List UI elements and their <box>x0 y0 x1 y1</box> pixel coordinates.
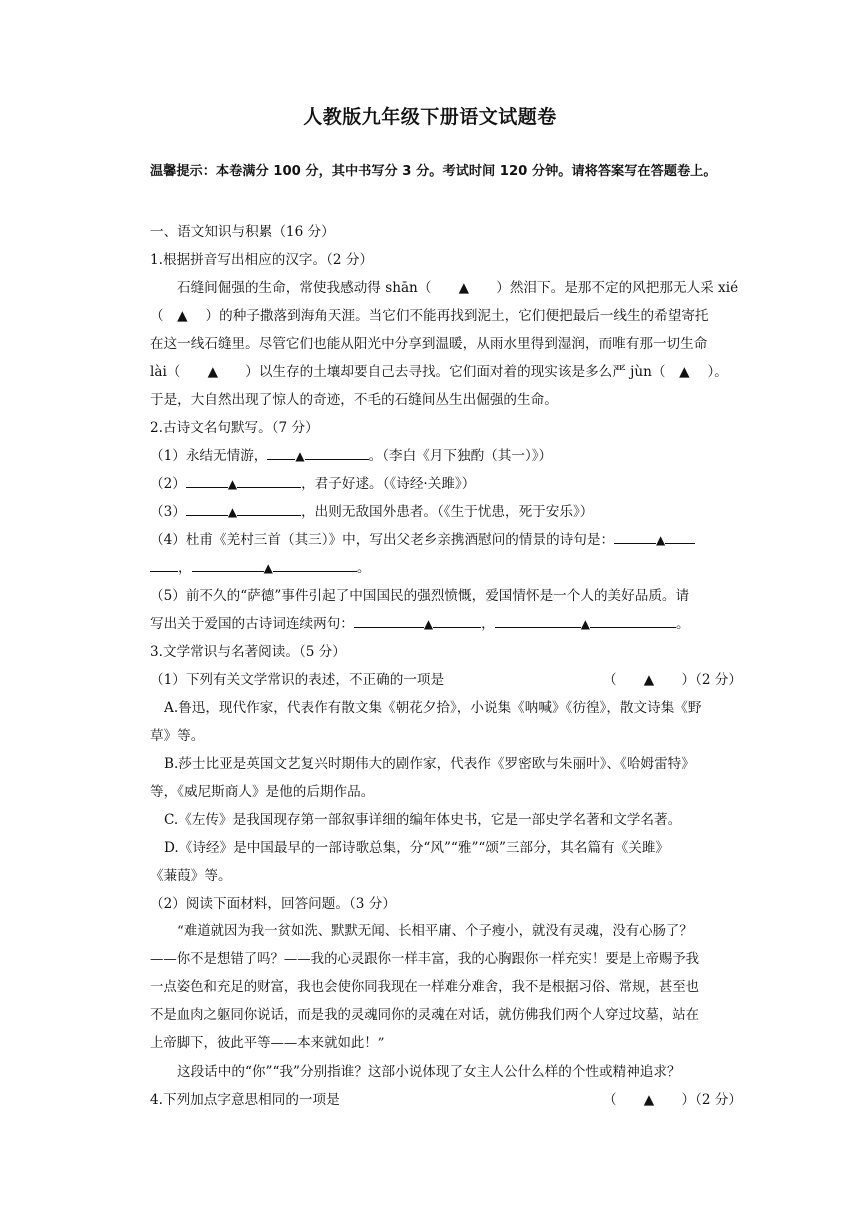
page-title: 人教版九年级下册语文试题卷 <box>303 106 557 128</box>
question-1-stem: 1.根据拼音写出相应的汉字。（2 分） <box>150 252 374 268</box>
answer-mark: ▲ <box>656 533 666 547</box>
q1-line: 在这一线石缝里。尽管它们也能从阳光中分享到温暖，从雨水里得到湿润，而唯有那一切生命 <box>150 336 708 352</box>
option-d-continued: 《蒹葭》等。 <box>150 868 232 884</box>
answer-mark: ▲ <box>263 561 273 575</box>
q1-line: 石缝间倔强的生命，常使我感动得 shān（ ▲ ）然泪下。是那不定的风把那无人采 xié <box>177 280 739 296</box>
answer-blank[interactable] <box>433 612 481 628</box>
answer-blank[interactable] <box>305 444 369 460</box>
answer-blank[interactable] <box>495 612 581 628</box>
q2-item-2 <box>150 470 742 498</box>
answer-blank[interactable] <box>273 556 357 572</box>
option-a-continued: 草》等。 <box>150 728 205 744</box>
option-b-continued: 等，《威尼斯商人》是他的后期作品。 <box>150 784 375 800</box>
answer-mark: ▲ <box>295 449 305 463</box>
q4-stem-text: 4.下列加点字意思相同的一项是 <box>150 1092 340 1108</box>
option-c: C.《左传》是我国现存第一部叙事详细的编年体史书，它是一部史学名著和文学名著。 <box>164 812 682 828</box>
q2-item4-text: （4）杜甫《羌村三首（其三）》中，写出父老乡亲携酒慰问的情景的诗句是： <box>150 532 615 548</box>
q2-item-prefix: （1）永结无情游， <box>150 448 268 464</box>
answer-paren[interactable]: （ ▲ ）（2 分） <box>603 1092 742 1108</box>
q2-item-4 <box>150 526 742 554</box>
q1-line: 于是，大自然出现了惊人的奇迹，不毛的石缝间丛生出倔强的生命。 <box>150 392 558 408</box>
punctuation: ， <box>481 616 495 632</box>
answer-blank[interactable] <box>590 612 676 628</box>
q2-item-prefix: （2） <box>150 476 186 492</box>
q2-item-4-continued <box>150 554 742 582</box>
passage-line: 上帝脚下，彼此平等——本来就如此！” <box>150 1036 385 1051</box>
notice-text: 温馨提示：本卷满分 100 分，其中书写分 3 分。考试时间 120 分钟。请将答案写在答题卷上。 <box>150 164 717 179</box>
q2-item-suffix: ，君子好逑。（《诗经·关雎》） <box>301 476 476 492</box>
answer-blank[interactable] <box>237 500 301 516</box>
exam-content <box>150 218 742 1114</box>
q2-item-1 <box>150 442 742 470</box>
q2-item-prefix: （3） <box>150 504 186 520</box>
q3-sub1 <box>150 666 742 694</box>
answer-blank[interactable] <box>354 612 424 628</box>
answer-mark: ▲ <box>423 617 434 631</box>
question-2-stem: 2.古诗文名句默写。（7 分） <box>150 420 319 436</box>
q2-item-3 <box>150 498 742 526</box>
answer-blank[interactable] <box>665 528 695 544</box>
option-b: B.莎士比亚是英国文艺复兴时期伟大的剧作家，代表作《罗密欧与朱丽叶》、《哈姆雷特》 <box>164 756 695 772</box>
q2-item-suffix: ，出则无敌国外患者。（《生于忧患，死于安乐》） <box>301 504 594 520</box>
answer-blank[interactable] <box>192 556 264 572</box>
punctuation: 。 <box>675 616 690 632</box>
passage-line: ——你不是想错了吗？——我的心灵跟你一样丰富，我的心胸跟你一样充实！要是上帝赐予我 <box>150 952 700 967</box>
answer-paren[interactable]: （ ▲ ）（2 分） <box>603 672 742 688</box>
option-d: D.《诗经》是中国最早的一部诗歌总集，分“风”“雅”“颂”三部分，其名篇有《关雎》 <box>164 840 670 856</box>
q3-question: 这段话中的“你”“我”分别指谁？这部小说体现了女主人公什么样的个性或精神追求？ <box>177 1064 681 1080</box>
q3-sub1-text: （1）下列有关文学常识的表述，不正确的一项是 <box>150 672 445 688</box>
answer-mark: ▲ <box>227 477 238 491</box>
punctuation: 。 <box>356 560 371 576</box>
option-a: A.鲁迅，现代作家，代表作有散文集《朝花夕拾》，小说集《呐喊》《彷徨》，散文诗集《野 <box>164 700 702 716</box>
q3-sub2: （2）阅读下面材料，回答问题。（3 分） <box>150 896 396 912</box>
answer-blank[interactable] <box>186 472 228 488</box>
question-4-stem <box>150 1086 742 1114</box>
answer-mark: ▲ <box>580 617 590 631</box>
q2-item-5-continued <box>150 610 742 638</box>
q2-item5-text: 写出关于爱国的古诗词连续两句： <box>150 616 354 632</box>
answer-blank[interactable] <box>150 556 178 572</box>
section-heading: 一、语文知识与积累（16 分） <box>150 224 335 240</box>
q1-line: （ ▲ ）的种子撒落到海角天涯。当它们不能再找到泥土，它们便把最后一线生的希望寄托 <box>150 308 709 324</box>
answer-blank[interactable] <box>267 444 295 460</box>
answer-mark: ▲ <box>227 505 238 519</box>
q1-line: lài（ ▲ ）以生存的土壤却要自己去寻找。它们面对着的现实该是多么严 jùn（ ▲ ）。 <box>150 364 728 380</box>
answer-blank[interactable] <box>186 500 228 516</box>
q2-item-5: （5）前不久的“萨德”事件引起了中国国民的强烈愤慨，爱国情怀是一个人的美好品质。请 <box>150 588 690 604</box>
passage-line: 不是血肉之躯同你说话，而是我的灵魂同你的灵魂在对话，就仿佛我们两个人穿过坟墓，站在 <box>150 1008 700 1023</box>
answer-blank[interactable] <box>237 472 301 488</box>
passage-line: 一点姿色和充足的财富，我也会使你同我现在一样难分难舍，我不是根据习俗、常规，甚至也 <box>150 980 700 995</box>
question-3-stem: 3.文学常识与名著阅读。（5 分） <box>150 644 346 660</box>
q2-item-suffix: 。（李白《月下独酌（其一）》） <box>368 448 553 464</box>
passage-line: “难道就因为我一贫如洗、默默无闻、长相平庸、个子瘦小，就没有灵魂，没有心肠了？ <box>177 924 693 939</box>
answer-blank[interactable] <box>614 528 656 544</box>
punctuation: ， <box>178 560 192 576</box>
